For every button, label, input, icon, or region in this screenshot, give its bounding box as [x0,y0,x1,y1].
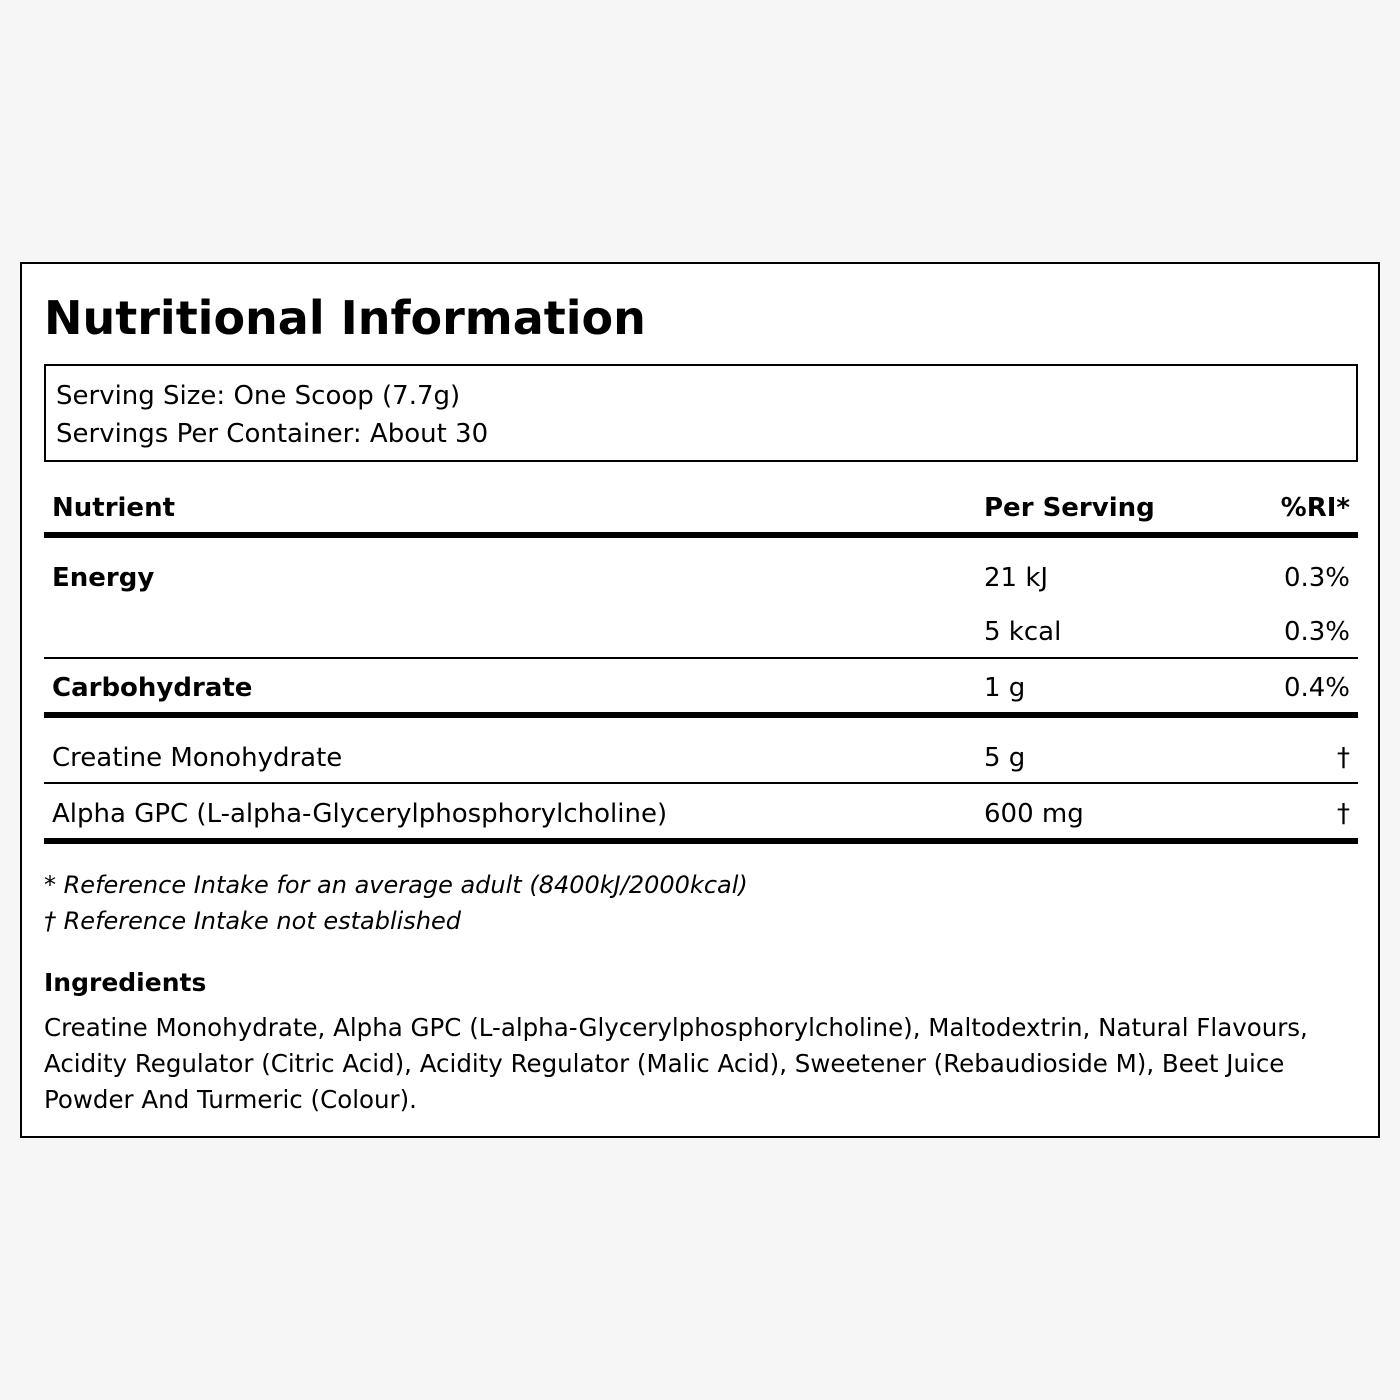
table-row-ri: 0.3% [1283,617,1350,647]
footnote-ri: * Reference Intake for an average adult (8400kJ/2000kcal) [44,871,748,899]
nutrition-panel [20,262,1380,1138]
table-row-per-serving: 5 g [984,743,1026,773]
table-row-per-serving: 600 mg [984,799,1084,829]
table-row-ri: † [1337,799,1350,829]
ingredients-heading: Ingredients [44,968,207,997]
table-row-ri: 0.3% [1283,563,1350,593]
header-nutrient: Nutrient [52,493,176,523]
page-title: Nutritional Information [44,291,646,345]
table-row-nutrient: Creatine Monohydrate [52,743,343,773]
table-row-ri: 0.4% [1283,673,1350,703]
table-row-nutrient: Carbohydrate [52,673,253,703]
table-row-ri: † [1337,743,1350,773]
table-row-per-serving: 5 kcal [984,617,1062,647]
footnote-not-established: † Reference Intake not established [44,907,462,935]
row-divider [44,782,1358,784]
table-row-nutrient: Energy [52,563,155,593]
table-row-nutrient: Alpha GPC (L-alpha-Glycerylphosphorylcholine) [52,799,668,829]
table-bottom-rule [44,838,1358,844]
serving-size: Serving Size: One Scoop (7.7g) [56,381,461,411]
section-rule [44,712,1358,718]
table-row-per-serving: 21 kJ [984,563,1049,593]
header-per-serving: Per Serving [984,493,1155,523]
servings-per-container: Servings Per Container: About 30 [56,419,489,449]
table-row-per-serving: 1 g [984,673,1026,703]
header-rule [44,532,1358,538]
row-divider [44,657,1358,659]
header-ri: %RI* [1280,493,1350,523]
serving-info-box [44,364,1358,462]
ingredients-text: Creatine Monohydrate, Alpha GPC (L-alpha-Glycerylphosphorylcholine), Maltodextrin, Natural Flavours, Acidity Regulator (Citric Acid), Acidity Regulator (Malic Acid), Sweetener (Rebaudioside M), Beet Juice Powder And Turmeric (Colour). [44,1013,1308,1114]
